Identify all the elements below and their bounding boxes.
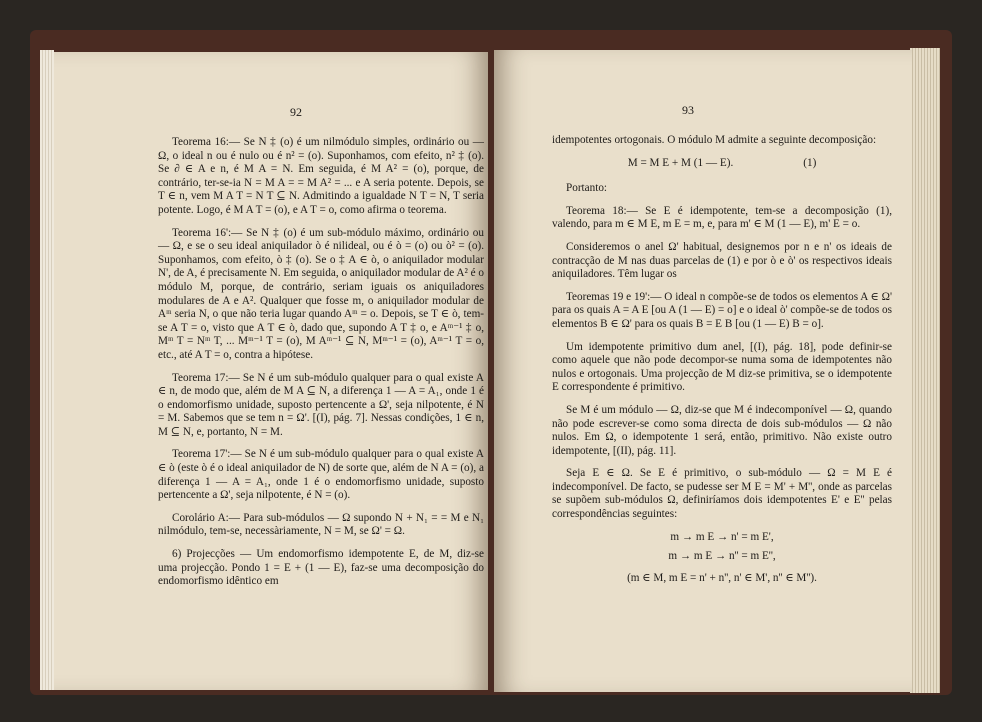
paragraph: Seja E ∈ Ω. Se E é primitivo, o sub-módulo — Ω = M E é indecomponível. De facto, se pudesse ser M E = M' + M'', onde as parcelas se supõem sub-módulos Ω, definiríamos dois idempotentes E' e E'' pelas correspondências seguintes: — [552, 467, 892, 521]
left-page — [54, 52, 488, 690]
teoremas-19: Teoremas 19 e 19':— O ideal n compõe-se de todos os elementos A ∈ Ω' para os quais A = A E [ou A (1 — E) = o] e o ideal ò' compõe-se de todos os elementos B ∈ Ω' para os quais B = E B [ou (1 — E) B = o]. — [552, 290, 892, 330]
right-page-text — [552, 134, 892, 595]
mapping-2: m → m E → n'' = m E'', — [668, 550, 776, 563]
teorema-17-prime: Teorema 17':— Se N é um sub-módulo qualquer para o qual existe A ∈ ò (este ò é o ideal aniquilador de N) de sorte que, além de N A = (o), a diferença 1 — A = A₁, onde 1 é o endomorfismo unidade, suposto pertencente a Ω', seja nilpotente, é N = (o). — [158, 448, 484, 502]
final-formula: (m ∈ M, m E = n' + n'', n' ∈ M', n'' ∈ M''). — [627, 571, 817, 584]
page-number: 92 — [290, 105, 302, 119]
page-edges-right — [910, 48, 940, 693]
equation: M = M E + M (1 — E). — [627, 156, 734, 169]
corolario-a: Corolário A:— Para sub-módulos — Ω supondo N + N₁ = = M e N₁ nilmódulo, tem-se, necessàriamente, N = M, se Ω' = Ω. — [158, 511, 484, 538]
teorema-18: Teorema 18:— Se E é idempotente, tem-se a decomposição (1), valendo, para m ∈ M E, m E = m, e, para m' ∈ M (1 — E), m' E = o. — [552, 204, 892, 231]
paragraph: Um idempotente primitivo dum anel, [(I), pág. 18], pode definir-se como aquele que não pode decompor-se numa soma de idempotentes não nulos e ortogonais. Uma projecção de M diz-se primitiva, se o idempotente E correspondente é primitivo. — [552, 340, 892, 394]
paragraph: Se M é um módulo — Ω, diz-se que M é indecomponível — Ω, quando não pode escrever-se como soma directa de dois sub-módulos — Ω não nulos. Em Ω, o idempotente 1 será, então, primitivo. Não existe outro idempotente, [(II), pág. 11]. — [552, 403, 892, 457]
page-edges-left — [40, 50, 54, 690]
teorema-16-prime: Teorema 16':— Se N ‡ (o) é um sub-módulo máximo, ordinário ou — Ω, e se o seu ideal aniquilador ò é nilideal, ou é ò = (o) ou ò² = (o). Suponhamos, com efeito, ò ‡ (o). Se o ‡ A ∈ ò, o aniquilador modular N', de A, é precisamente N. Em seguida, o aniquilador modular de A² é o módulo M, porque, de contrário, seriam iguais os aniquiladores modulares de A e A². Qualquer que fosse m, o aniquilador modular de Aᵐ seria N, o que não teria lugar quando Aᵐ = o. Depois, se T ∈ ò, tem-se A T = o, visto que A T ∈ ò, dado que, supondo A T ‡ o, e Aᵐ⁻¹ ‡ o, Mᵐ T = Nᵐ T, ... Mᵐ⁻¹ T = (o), M Aᵐ⁻¹ ⊆ N, Mᵐ⁻¹ = (o), Aᵐ⁻¹ T = o, etc., até A T = o, contra a hipótese. — [158, 226, 484, 361]
equation-tag: (1) — [803, 156, 817, 169]
paragraph: Portanto: — [566, 182, 608, 195]
left-page-text — [158, 136, 484, 598]
teorema-17: Teorema 17:— Se N é um sub-módulo qualquer para o qual existe A ∈ n, de modo que, além de M A ⊆ N, a diferença 1 — A = A₁, onde 1 é o endomorfismo unidade, suposto pertencente a Ω', seja nilpotente, é N = M. Sabemos que se tem n = Ω'. [(I), pág. 7]. Nessas condições, 1 ∈ n, M ⊆ N, e, portanto, N = M. — [158, 371, 484, 438]
paragraph: idempotentes ortogonais. O módulo M admite a seguinte decomposição: — [552, 134, 877, 146]
right-page — [494, 50, 912, 692]
page-number: 93 — [682, 103, 694, 117]
teorema-16: Teorema 16:— Se N ‡ (o) é um nilmódulo simples, ordinário ou — Ω, o ideal n ou é nulo ou é n² = (o). Suponhamos, com efeito, n² ‡ (o). Se ∂ ∈ A e n, é M A = N. Em seguida, é M A² = (o), porque, de contrário, ter-se-ia N = M A = = M A² = ... e A seria potente. Depois, se T ∈ n, vem M A T = N T ⊆ N. Admitindo a igualdade N T = N, T seria potente. Logo, é M A T = (o), e A T = o, como afirma o teorema. — [158, 136, 484, 216]
mapping-1: m → m E → n' = m E', — [670, 530, 774, 543]
projeccoes: 6) Projecções — Um endomorfismo idempotente E, de M, diz-se uma projecção. Pondo 1 = E + (1 — E), faz-se uma decomposição do endomorfismo idêntico em — [158, 548, 484, 588]
paragraph: Consideremos o anel Ω' habitual, designemos por n e n' os ideais de contracção de M nas duas parcelas de (1) e por ò e ò' os respectivos ideais aniquiladores. Têm lugar os — [552, 240, 892, 281]
equation-1 — [552, 157, 892, 171]
